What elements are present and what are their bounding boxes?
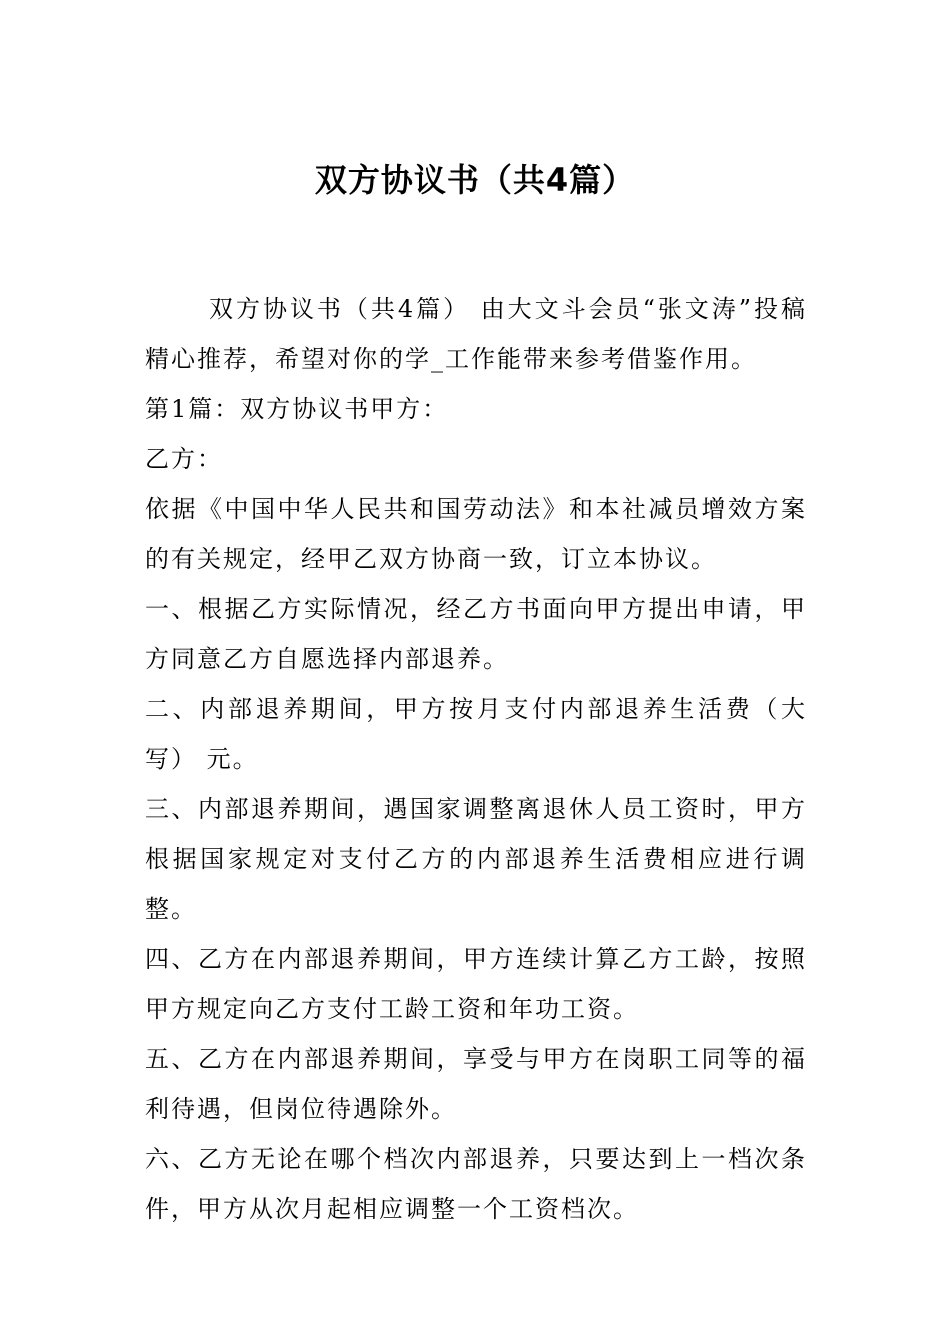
clause-1: 一、根据乙方实际情况，经乙方书面向甲方提出申请，甲方同意乙方自愿选择内部退养。: [145, 595, 807, 673]
clause-5: 五、乙方在内部退养期间，享受与甲方在岗职工同等的福利待遇，但岗位待遇除外。: [145, 1045, 807, 1123]
basis-paragraph: 依据《中国中华人民共和国劳动法》和本社减员增效方案的有关规定，经甲乙双方协商一致，订立本协议。: [145, 495, 807, 573]
clause-2: 二、内部退养期间，甲方按月支付内部退养生活费（大写） 元。: [145, 695, 807, 773]
clause-3: 三、内部退养期间，遇国家调整离退休人员工资时，甲方根据国家规定对支付乙方的内部退养生活费相应进行调整。: [145, 795, 807, 923]
clause-6: 六、乙方无论在哪个档次内部退养，只要达到上一档次条件，甲方从次月起相应调整一个工资档次。: [145, 1145, 807, 1223]
document-title: 双方协议书（共4篇）: [314, 161, 636, 199]
party-b-line: 乙方：: [145, 445, 223, 473]
section-heading: 第1篇：双方协议书甲方：: [145, 395, 449, 423]
document-body: [145, 284, 807, 1234]
intro-paragraph: 双方协议书（共4篇） 由大文斗会员“张文涛”投稿精心推荐，希望对你的学_工作能带来参考借鉴作用。: [145, 295, 807, 373]
clause-4: 四、乙方在内部退养期间，甲方连续计算乙方工龄，按照甲方规定向乙方支付工龄工资和年功工资。: [145, 945, 807, 1023]
